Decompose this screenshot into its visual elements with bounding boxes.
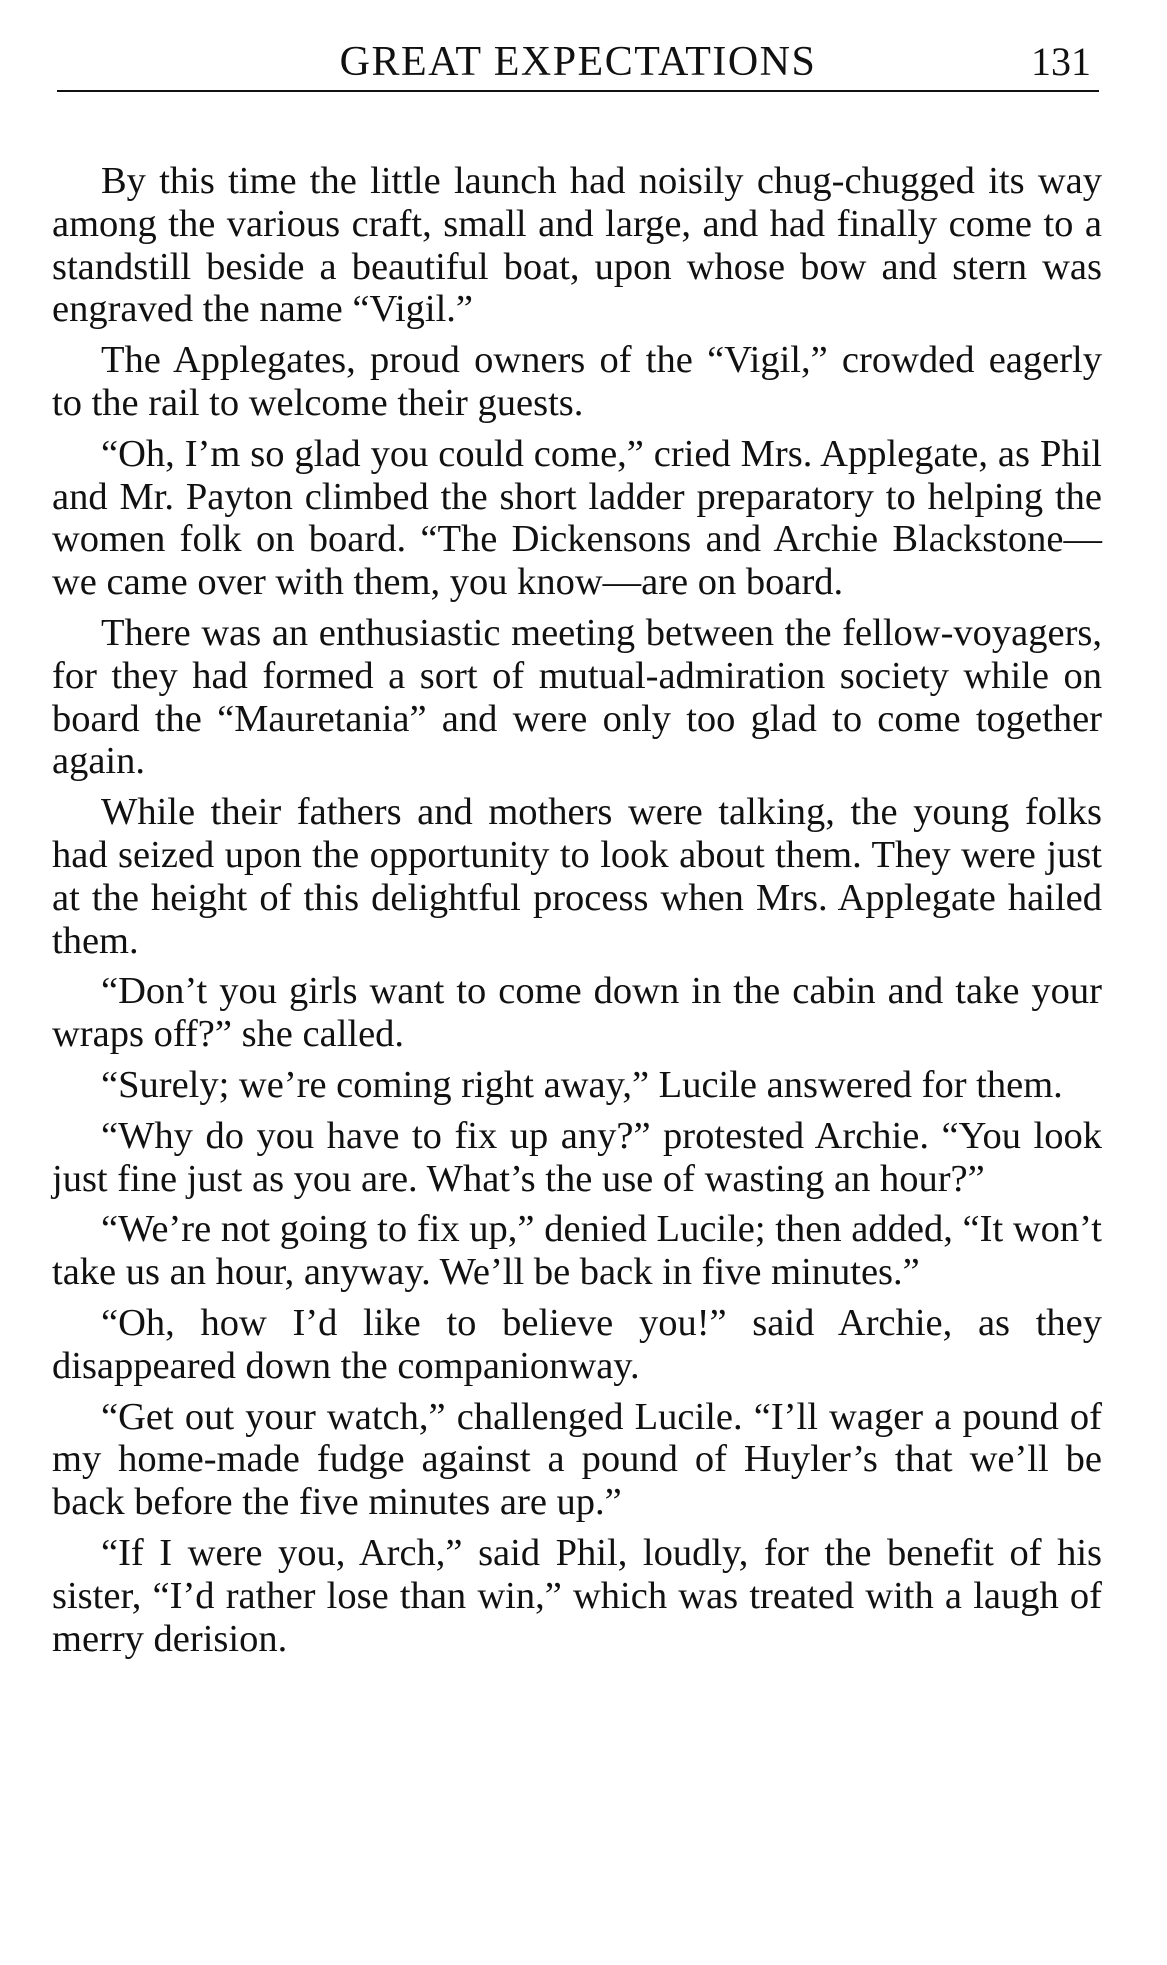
paragraph: While their fathers and mothers were talking, the young folks had seized upon the opportunity to look about them. They were just at the height of this delightful process when Mrs. Applegate hailed them. xyxy=(52,791,1102,962)
paragraph: The Applegates, proud owners of the “Vigil,” crowded eagerly to the rail to welcome their guests. xyxy=(52,339,1102,424)
running-header xyxy=(57,30,1099,90)
paragraph: “Get out your watch,” challenged Lucile. “I’ll wager a pound of my home-made fudge against a pound of Huyler’s that we’ll be back before the five minutes are up.” xyxy=(52,1395,1102,1524)
paragraph: “Don’t you girls want to come down in the cabin and take your wraps off?” she called. xyxy=(52,970,1102,1056)
paragraph: By this time the little launch had noisily chug-chugged its way among the various craft, small and large, and had finally come to a standstill beside a beautiful boat, upon whose bow and stern was engraved the name “Vigil.” xyxy=(52,160,1102,331)
paragraph: “Oh, how I’d like to believe you!” said Archie, as they disappeared down the companionway. xyxy=(52,1301,1102,1387)
page-number: 131 xyxy=(1031,39,1091,84)
paragraph: “If I were you, Arch,” said Phil, loudly, for the benefit of his sister, “I’d rather lose than win,” which was treated with a laugh of merry derision. xyxy=(52,1531,1102,1660)
paragraph: “Why do you have to fix up any?” protested Archie. “You look just fine just as you are. What’s the use of wasting an hour?” xyxy=(52,1114,1102,1200)
paragraph: “We’re not going to fix up,” denied Lucile; then added, “It won’t take us an hour, anyway. We’ll be back in five minutes.” xyxy=(52,1208,1102,1294)
body-text xyxy=(52,160,1102,1668)
paragraph: “Oh, I’m so glad you could come,” cried Mrs. Applegate, as Phil and Mr. Payton climbed the short ladder preparatory to helping the women folk on board. “The Dickensons and Archie Blackstone—we came over with them, you know—are on board. xyxy=(52,432,1102,604)
header-rule xyxy=(57,90,1099,92)
running-title: GREAT EXPECTATIONS xyxy=(339,39,817,85)
paragraph: “Surely; we’re coming right away,” Lucile answered for them. xyxy=(101,1063,1063,1106)
paragraph: There was an enthusiastic meeting between the fellow-voyagers, for they had formed a sort of mutual-admiration society while on board the “Mauretania” and were only too glad to come together again. xyxy=(52,611,1102,783)
